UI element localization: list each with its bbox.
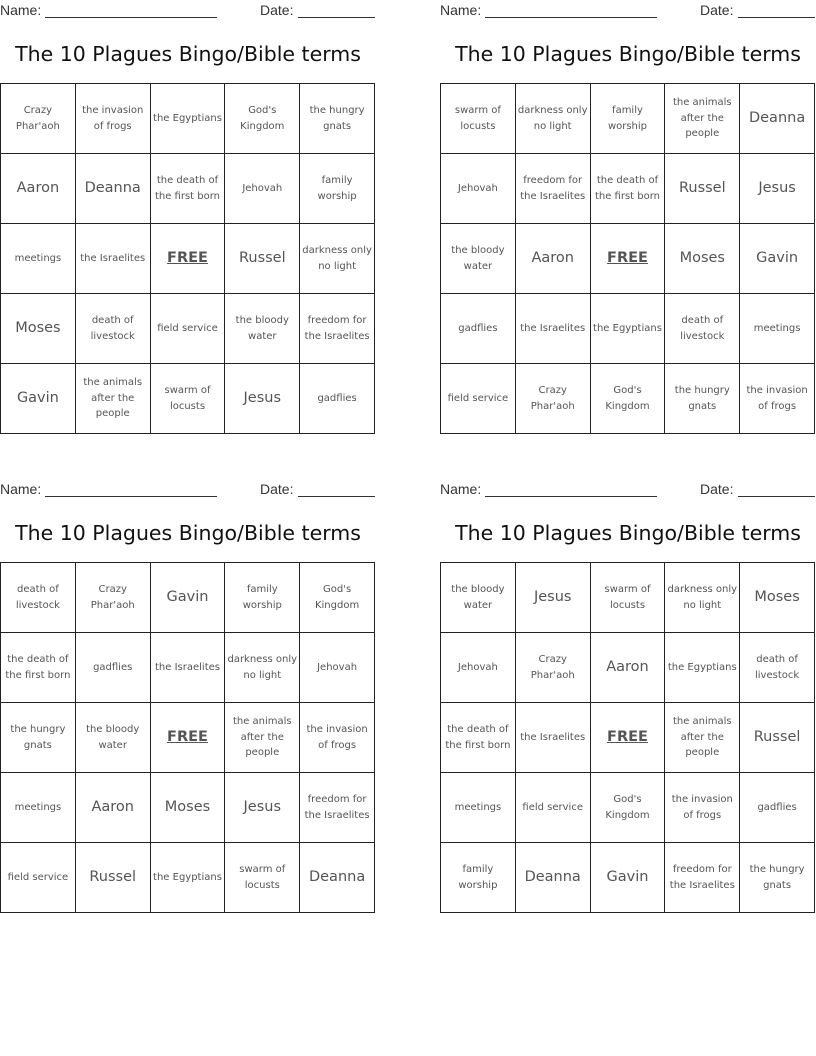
bingo-cell: freedom for the Israelites [665,843,740,913]
bingo-cell: Gavin [740,224,815,294]
name-blank-line [485,496,657,497]
bingo-cell: swarm of locusts [225,843,300,913]
bingo-cell: Russel [225,224,300,294]
name-label: Name: [0,481,42,497]
bingo-cell: the animals after the people [225,703,300,773]
free-space-cell: FREE [151,703,226,773]
bingo-cell: Deanna [740,84,815,154]
bingo-card [440,479,816,891]
bingo-cell: meetings [740,294,815,364]
bingo-card [0,0,376,420]
bingo-cell: Aaron [76,773,151,843]
bingo-cell: the Egyptians [591,294,666,364]
bingo-cell: field service [1,843,76,913]
bingo-cell: darkness only no light [300,224,375,294]
bingo-cell: the bloody water [76,703,151,773]
bingo-cell: the animals after the people [665,84,740,154]
bingo-cell: Aaron [1,154,76,224]
bingo-cell: the hungry gnats [300,84,375,154]
bingo-cell: Aaron [591,633,666,703]
bingo-cell: swarm of locusts [151,364,226,434]
bingo-cell: the animals after the people [665,703,740,773]
bingo-cell: the Israelites [76,224,151,294]
bingo-cell: the hungry gnats [665,364,740,434]
bingo-cell: Deanna [76,154,151,224]
bingo-grid [0,562,375,913]
bingo-cell: Moses [1,294,76,364]
bingo-cell: swarm of locusts [441,84,516,154]
bingo-cell: family worship [591,84,666,154]
bingo-cell: family worship [225,563,300,633]
name-date-row [0,0,376,22]
date-blank-line [738,496,815,497]
bingo-grid [440,83,815,434]
bingo-cell: death of livestock [665,294,740,364]
name-blank-line [45,17,217,18]
bingo-cell: darkness only no light [665,563,740,633]
bingo-cell: the bloody water [441,563,516,633]
bingo-cell: family worship [300,154,375,224]
bingo-cell: the Israelites [516,703,591,773]
bingo-cell: the Israelites [151,633,226,703]
bingo-cell: gadflies [441,294,516,364]
bingo-cell: the Egyptians [665,633,740,703]
bingo-cell: the invasion of frogs [740,364,815,434]
bingo-cell: the death of the first born [151,154,226,224]
name-label: Name: [0,2,42,18]
bingo-grid [0,83,375,434]
name-date-row [440,0,816,22]
bingo-cell: Gavin [1,364,76,434]
bingo-cell: Russel [740,703,815,773]
name-date-row [440,479,816,501]
bingo-cell: the Egyptians [151,84,226,154]
bingo-cell: the bloody water [225,294,300,364]
name-blank-line [45,496,217,497]
bingo-cell: field service [516,773,591,843]
card-title: The 10 Plagues Bingo/Bible terms [455,42,801,66]
bingo-cell: God's Kingdom [591,364,666,434]
bingo-cell: Jesus [225,364,300,434]
date-label: Date: [260,2,294,18]
bingo-cell: freedom for the Israelites [300,294,375,364]
free-space-cell: FREE [151,224,226,294]
bingo-cell: gadflies [300,364,375,434]
bingo-cell: Gavin [151,563,226,633]
bingo-cell: Gavin [591,843,666,913]
bingo-cell: Jehovah [225,154,300,224]
bingo-cell: gadflies [740,773,815,843]
bingo-cell: the death of the first born [441,703,516,773]
bingo-cell: Jesus [516,563,591,633]
bingo-cell: Jehovah [441,154,516,224]
bingo-cell: Jesus [740,154,815,224]
bingo-grid [440,562,815,913]
bingo-cell: God's Kingdom [591,773,666,843]
bingo-cell: meetings [1,224,76,294]
bingo-cell: God's Kingdom [300,563,375,633]
bingo-cell: Jesus [225,773,300,843]
bingo-cell: death of livestock [1,563,76,633]
bingo-card [0,479,376,891]
bingo-cell: Moses [665,224,740,294]
bingo-cell: the hungry gnats [1,703,76,773]
bingo-cell: the death of the first born [1,633,76,703]
bingo-cell: Deanna [300,843,375,913]
bingo-cell: the bloody water [441,224,516,294]
bingo-cell: Russel [76,843,151,913]
bingo-cell: the Israelites [516,294,591,364]
date-blank-line [738,17,815,18]
bingo-cell: meetings [441,773,516,843]
bingo-cell: swarm of locusts [591,563,666,633]
bingo-cell: the animals after the people [76,364,151,434]
bingo-cell: Crazy Phar'aoh [516,633,591,703]
bingo-cell: God's Kingdom [225,84,300,154]
bingo-cell: field service [441,364,516,434]
date-label: Date: [700,2,734,18]
bingo-cell: Moses [151,773,226,843]
name-date-row [0,479,376,501]
bingo-cell: Deanna [516,843,591,913]
date-blank-line [298,17,375,18]
free-space-cell: FREE [591,703,666,773]
bingo-cell: darkness only no light [225,633,300,703]
bingo-cell: freedom for the Israelites [300,773,375,843]
bingo-cell: the hungry gnats [740,843,815,913]
bingo-cell: Crazy Phar'aoh [1,84,76,154]
bingo-cell: Jehovah [300,633,375,703]
name-blank-line [485,17,657,18]
free-space-cell: FREE [591,224,666,294]
bingo-cell: field service [151,294,226,364]
bingo-cell: the death of the first born [591,154,666,224]
card-title: The 10 Plagues Bingo/Bible terms [15,521,361,545]
bingo-cell: meetings [1,773,76,843]
bingo-cell: Jehovah [441,633,516,703]
bingo-cell: gadflies [76,633,151,703]
bingo-cell: death of livestock [76,294,151,364]
bingo-cell: Crazy Phar'aoh [516,364,591,434]
bingo-cell: Crazy Phar'aoh [76,563,151,633]
bingo-cell: Moses [740,563,815,633]
name-label: Name: [440,481,482,497]
bingo-cell: death of livestock [740,633,815,703]
bingo-cell: the Egyptians [151,843,226,913]
name-label: Name: [440,2,482,18]
card-title: The 10 Plagues Bingo/Bible terms [15,42,361,66]
date-label: Date: [260,481,294,497]
bingo-cell: Aaron [516,224,591,294]
date-label: Date: [700,481,734,497]
bingo-cell: freedom for the Israelites [516,154,591,224]
bingo-card [440,0,816,412]
bingo-cell: the invasion of frogs [76,84,151,154]
bingo-cell: family worship [441,843,516,913]
bingo-cell: the invasion of frogs [300,703,375,773]
card-title: The 10 Plagues Bingo/Bible terms [455,521,801,545]
bingo-cell: darkness only no light [516,84,591,154]
date-blank-line [298,496,375,497]
bingo-cell: Russel [665,154,740,224]
bingo-cell: the invasion of frogs [665,773,740,843]
